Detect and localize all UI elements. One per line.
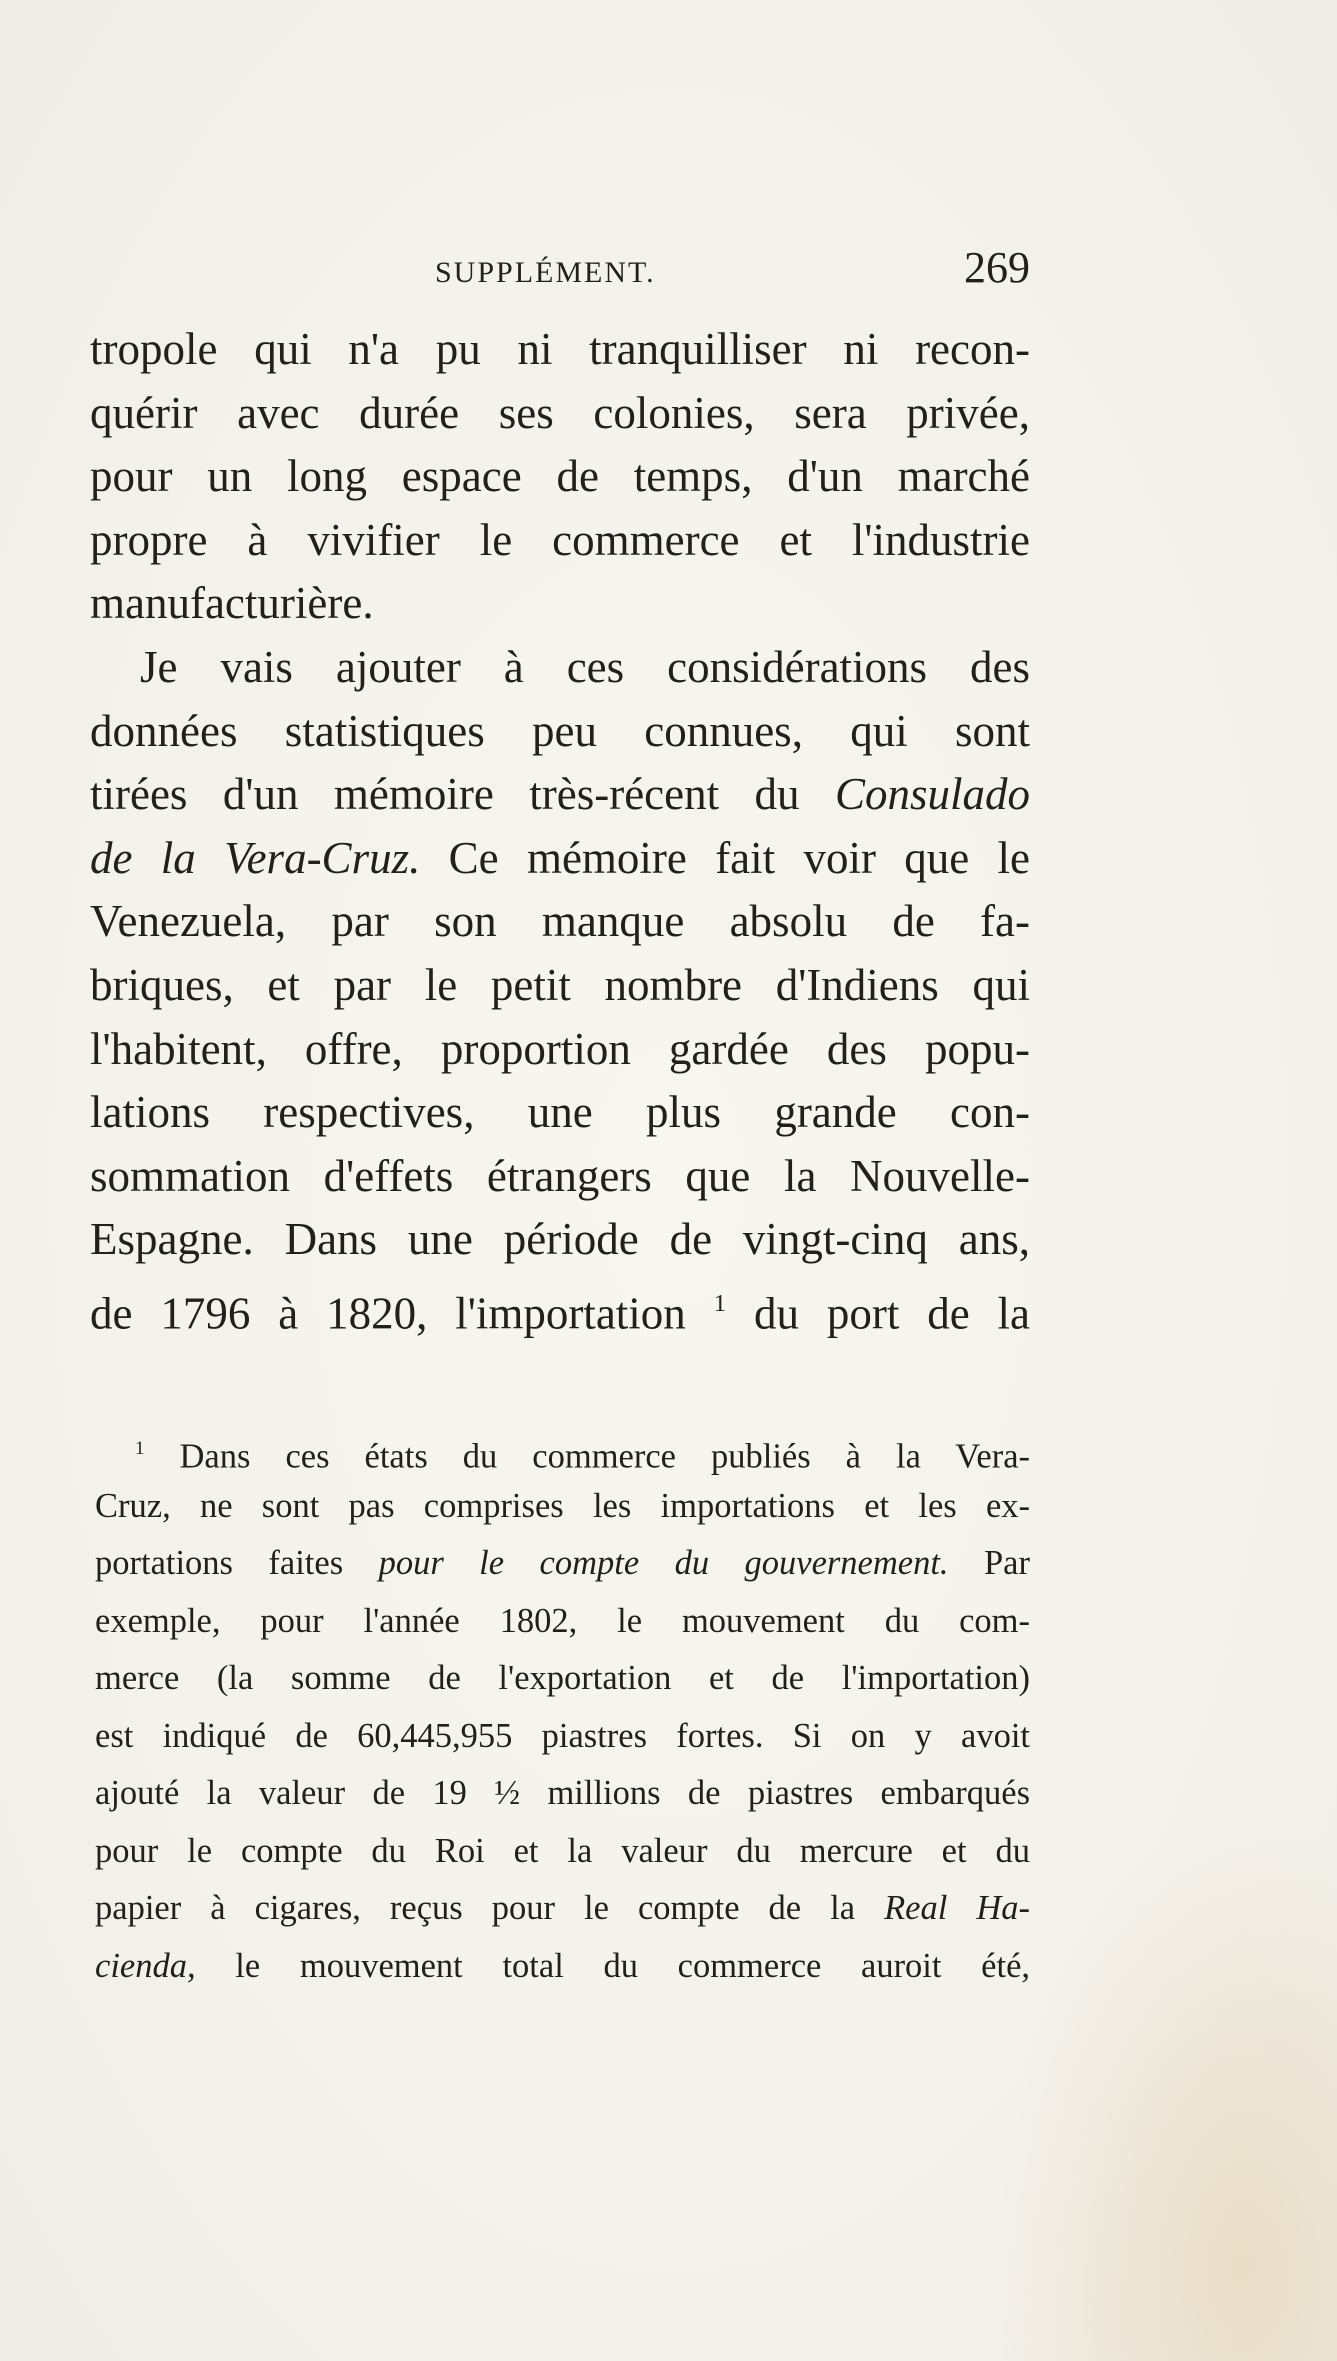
text-line: de 1796 à 1820, l'importation $^1$ du port de la bbox=[90, 1288, 1031, 1339]
italic-text: pour le compte du gouvernement. bbox=[378, 1544, 949, 1582]
main-text bbox=[90, 318, 1031, 1339]
italic-text: de la Vera-Cruz. bbox=[90, 832, 421, 883]
footnote-line: cienda, le mouvement total du commerce auroit été, bbox=[95, 1946, 1031, 1985]
text-line: Venezuela, par son manque absolu de fa- bbox=[90, 896, 1030, 947]
text-line: données statistiques peu connues, qui sont bbox=[90, 705, 1030, 756]
italic-text: Real Ha- bbox=[884, 1889, 1031, 1927]
text-line: sommation d'effets étrangers que la Nouvelle- bbox=[90, 1150, 1030, 1201]
footnote-line: exemple, pour l'année 1802, le mouvement du com- bbox=[95, 1601, 1030, 1640]
page-number: 269 bbox=[964, 243, 1030, 292]
text-line: propre à vivifier le commerce et l'industrie bbox=[90, 514, 1030, 565]
text-line: de la Vera-Cruz. Ce mémoire fait voir que le bbox=[90, 832, 1030, 883]
text-line: manufacturière. bbox=[90, 578, 374, 629]
footnote-line: $^1$ Dans ces états du commerce publiés à la Vera- bbox=[135, 1437, 1031, 1476]
running-title: SUPPLÉMENT. bbox=[435, 256, 656, 289]
footnote-line: portations faites pour le compte du gouvernement. Par bbox=[95, 1544, 1030, 1582]
text-line: Espagne. Dans une période de vingt-cinq ans, bbox=[90, 1214, 1030, 1265]
footnote-line: papier à cigares, reçus pour le compte de la Real Ha- bbox=[95, 1889, 1031, 1927]
footnote-line: merce (la somme de l'exportation et de l'importation) bbox=[95, 1659, 1030, 1697]
footnote-line: pour le compte du Roi et la valeur du mercure et du bbox=[95, 1831, 1030, 1870]
text-line: lations respectives, une plus grande con- bbox=[90, 1087, 1030, 1138]
text-line: Je vais ajouter à ces considérations des bbox=[140, 641, 1030, 692]
footnotes bbox=[95, 1420, 1030, 1995]
footnote-marker: 1 bbox=[713, 1289, 727, 1317]
footnote-number: 1 bbox=[135, 1438, 145, 1459]
text-line: tirées d'un mémoire très-récent du Consulado bbox=[90, 769, 1030, 820]
running-head bbox=[90, 243, 1030, 300]
text-line: l'habitent, offre, proportion gardée des popu- bbox=[90, 1023, 1030, 1074]
italic-text: cienda, bbox=[95, 1946, 196, 1985]
text-line: quérir avec durée ses colonies, sera privée, bbox=[90, 387, 1030, 438]
italic-text: Consulado bbox=[834, 769, 1030, 820]
footnote-line: ajouté la valeur de 19 ½ millions de piastres embarqués bbox=[95, 1774, 1030, 1812]
text-line: tropole qui n'a pu ni tranquilliser ni recon- bbox=[90, 324, 1030, 374]
text-line: pour un long espace de temps, d'un marché bbox=[90, 451, 1030, 502]
footnote-line: est indiqué de 60,445,955 piastres fortes. Si on y avoit bbox=[95, 1716, 1030, 1755]
text-line: briques, et par le petit nombre d'Indiens qui bbox=[90, 959, 1030, 1010]
footnote-line: Cruz, ne sont pas comprises les importations et les ex- bbox=[95, 1486, 1030, 1525]
